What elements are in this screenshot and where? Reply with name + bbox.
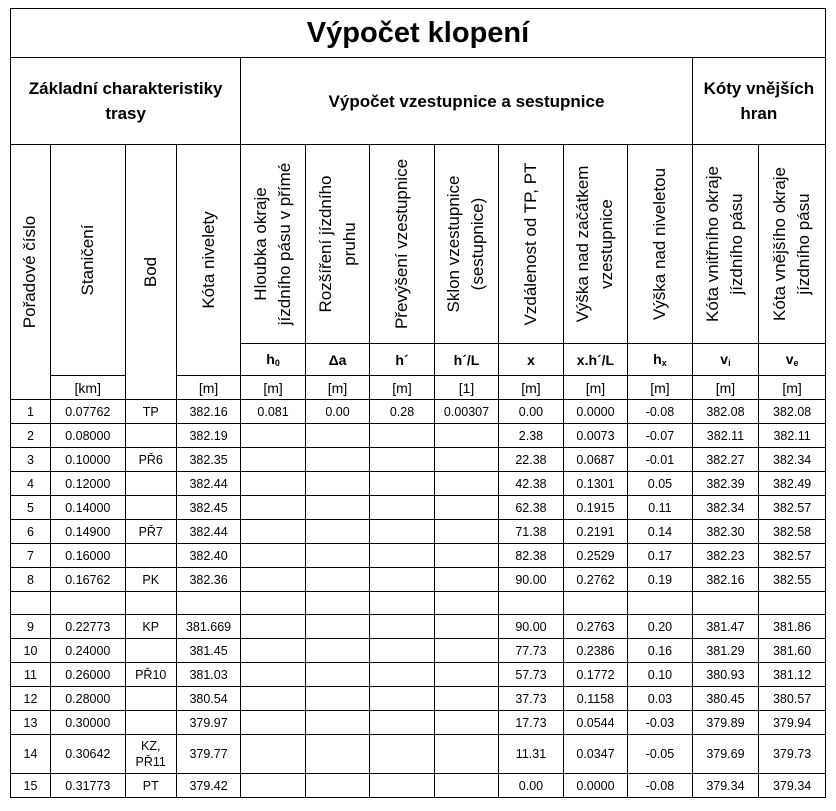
cell-vyska-niveleta: -0.07	[628, 424, 692, 448]
table-row	[11, 735, 826, 774]
column-unit-sklon: [1]	[434, 376, 498, 400]
column-header-staniceni	[50, 145, 125, 376]
table-row	[11, 496, 826, 520]
column-header-bod	[125, 145, 176, 400]
column-label-vyska-niveleta: Výška nad niveletou	[649, 167, 669, 321]
cell-rozsireni	[305, 520, 369, 544]
column-label-prevyseni: Převýšení vzestupnice	[392, 158, 411, 330]
spacer-cell	[125, 592, 176, 615]
cell-sklon	[434, 774, 498, 798]
cell-poradove-cislo: 2	[11, 424, 51, 448]
spacer-cell	[241, 592, 305, 615]
cell-vyska-zacatek: 0.2762	[563, 568, 627, 592]
cell-kota-vnejsi: 382.57	[759, 544, 826, 568]
cell-kota-vnejsi: 379.34	[759, 774, 826, 798]
cell-hloubka	[241, 639, 305, 663]
cell-staniceni: 0.26000	[50, 663, 125, 687]
column-label-sklon: Sklon vzestupnice (sestupnice)	[444, 175, 488, 313]
spacer-cell	[563, 592, 627, 615]
cell-kota-vnejsi: 381.86	[759, 615, 826, 639]
cell-rozsireni	[305, 568, 369, 592]
cell-vyska-zacatek: 0.0000	[563, 400, 627, 424]
cell-vyska-zacatek: 0.1915	[563, 496, 627, 520]
cell-staniceni: 0.31773	[50, 774, 125, 798]
cell-hloubka: 0.081	[241, 400, 305, 424]
cell-kota-nivelety: 382.44	[176, 520, 240, 544]
cell-kota-vnitrni: 382.30	[692, 520, 759, 544]
column-header-vyska-zacatek	[563, 145, 627, 344]
cell-rozsireni	[305, 448, 369, 472]
cell-prevyseni	[370, 663, 434, 687]
cell-vyska-zacatek: 0.0073	[563, 424, 627, 448]
cell-sklon: 0.00307	[434, 400, 498, 424]
cell-bod: PŘ10	[125, 663, 176, 687]
cell-bod	[125, 472, 176, 496]
cell-sklon	[434, 687, 498, 711]
column-label-rozsireni: Rozšíření jízdního pruhu	[315, 175, 359, 313]
cell-staniceni: 0.16762	[50, 568, 125, 592]
column-header-poradove-cislo	[11, 145, 51, 400]
cell-kota-nivelety: 382.45	[176, 496, 240, 520]
cell-staniceni: 0.22773	[50, 615, 125, 639]
cell-sklon	[434, 663, 498, 687]
cell-hloubka	[241, 687, 305, 711]
column-header-vzdalenost	[499, 145, 563, 344]
cell-kota-vnejsi: 382.57	[759, 496, 826, 520]
column-symbol-kota-vnitrni: $v_i$	[692, 344, 759, 376]
cell-prevyseni: 0.28	[370, 400, 434, 424]
column-header-kota-vnitrni	[692, 145, 759, 344]
spacer-cell	[50, 592, 125, 615]
cell-bod: KZ, PŘ11	[125, 735, 176, 774]
cell-vyska-zacatek: 0.0687	[563, 448, 627, 472]
cell-kota-nivelety: 382.40	[176, 544, 240, 568]
cell-poradove-cislo: 11	[11, 663, 51, 687]
cell-vzdalenost: 57.73	[499, 663, 563, 687]
cell-kota-vnejsi: 381.12	[759, 663, 826, 687]
column-symbol-kota-vnejsi: $v_e$	[759, 344, 826, 376]
cell-rozsireni	[305, 735, 369, 774]
page-title: Výpočet klopení	[11, 9, 826, 58]
cell-staniceni: 0.16000	[50, 544, 125, 568]
column-symbol-rozsireni: Δa	[305, 344, 369, 376]
table-row	[11, 711, 826, 735]
table-row	[11, 448, 826, 472]
cell-bod: KP	[125, 615, 176, 639]
cell-bod	[125, 687, 176, 711]
cell-vyska-zacatek: 0.2763	[563, 615, 627, 639]
cell-sklon	[434, 568, 498, 592]
cell-rozsireni	[305, 639, 369, 663]
cell-sklon	[434, 496, 498, 520]
cell-kota-vnejsi: 381.60	[759, 639, 826, 663]
column-header-vyska-niveleta	[628, 145, 692, 344]
spacer-cell	[759, 592, 826, 615]
cell-sklon	[434, 448, 498, 472]
cell-kota-nivelety: 381.669	[176, 615, 240, 639]
cell-kota-vnitrni: 382.16	[692, 568, 759, 592]
column-label-kota-vnejsi: Kóta vnějšího okraje jízdního pásu	[770, 166, 814, 322]
cell-staniceni: 0.30642	[50, 735, 125, 774]
cell-vzdalenost: 22.38	[499, 448, 563, 472]
column-unit-staniceni: [km]	[50, 376, 125, 400]
cell-rozsireni	[305, 615, 369, 639]
title-row	[11, 9, 826, 58]
column-unit-vyska-zacatek: [m]	[563, 376, 627, 400]
cell-vzdalenost: 77.73	[499, 639, 563, 663]
column-unit-vzdalenost: [m]	[499, 376, 563, 400]
cell-prevyseni	[370, 520, 434, 544]
spacer-cell	[11, 592, 51, 615]
cell-poradove-cislo: 6	[11, 520, 51, 544]
cell-vzdalenost: 2.38	[499, 424, 563, 448]
cell-bod	[125, 496, 176, 520]
table-row	[11, 663, 826, 687]
column-symbol-prevyseni: h´	[370, 344, 434, 376]
column-label-poradove-cislo: Pořadové číslo	[20, 215, 40, 329]
cell-poradove-cislo: 10	[11, 639, 51, 663]
cell-hloubka	[241, 735, 305, 774]
table-row	[11, 544, 826, 568]
cell-vyska-niveleta: -0.03	[628, 711, 692, 735]
cell-vyska-niveleta: 0.14	[628, 520, 692, 544]
column-unit-rozsireni: [m]	[305, 376, 369, 400]
cell-kota-vnitrni: 382.23	[692, 544, 759, 568]
cell-kota-vnitrni: 382.34	[692, 496, 759, 520]
group-header-row	[11, 58, 826, 145]
cell-poradove-cislo: 13	[11, 711, 51, 735]
cell-vyska-niveleta: 0.10	[628, 663, 692, 687]
cell-vyska-niveleta: 0.11	[628, 496, 692, 520]
cell-kota-nivelety: 379.97	[176, 711, 240, 735]
spacer-cell	[434, 592, 498, 615]
cell-rozsireni	[305, 496, 369, 520]
table-row	[11, 687, 826, 711]
cell-hloubka	[241, 424, 305, 448]
cell-sklon	[434, 735, 498, 774]
cell-sklon	[434, 615, 498, 639]
cell-kota-vnejsi: 379.73	[759, 735, 826, 774]
cell-vzdalenost: 17.73	[499, 711, 563, 735]
cell-vzdalenost: 90.00	[499, 568, 563, 592]
column-label-kota-nivelety: Kóta nivelety	[198, 211, 218, 309]
cell-kota-vnejsi: 382.08	[759, 400, 826, 424]
cell-vzdalenost: 82.38	[499, 544, 563, 568]
cell-kota-vnejsi: 382.49	[759, 472, 826, 496]
spacer-cell	[499, 592, 563, 615]
cell-poradove-cislo: 1	[11, 400, 51, 424]
cell-vzdalenost: 0.00	[499, 400, 563, 424]
cell-vyska-zacatek: 0.2191	[563, 520, 627, 544]
cell-poradove-cislo: 14	[11, 735, 51, 774]
group-basic-characteristics: Základní charakteristiky trasy	[11, 58, 241, 145]
column-header-sklon	[434, 145, 498, 344]
cell-poradove-cislo: 9	[11, 615, 51, 639]
cell-poradove-cislo: 3	[11, 448, 51, 472]
cell-prevyseni	[370, 711, 434, 735]
cell-poradove-cislo: 5	[11, 496, 51, 520]
cell-kota-vnitrni: 382.11	[692, 424, 759, 448]
cell-vyska-zacatek: 0.1772	[563, 663, 627, 687]
cell-rozsireni	[305, 663, 369, 687]
column-label-hloubka: Hloubka okraje jízdního pásu v přímé	[251, 162, 295, 326]
cell-kota-nivelety: 379.42	[176, 774, 240, 798]
group-calculation: Výpočet vzestupnice a sestupnice	[241, 58, 692, 145]
column-label-vzdalenost: Vzdálenost od TP, PT	[520, 162, 540, 326]
cell-staniceni: 0.10000	[50, 448, 125, 472]
cell-vyska-zacatek: 0.0347	[563, 735, 627, 774]
column-header-kota-vnejsi	[759, 145, 826, 344]
cell-hloubka	[241, 663, 305, 687]
column-unit-kota-vnejsi: [m]	[759, 376, 826, 400]
spacer-cell	[628, 592, 692, 615]
cell-rozsireni	[305, 711, 369, 735]
cell-staniceni: 0.28000	[50, 687, 125, 711]
table-row	[11, 568, 826, 592]
cell-bod: PŘ6	[125, 448, 176, 472]
group-outer-edges: Kóty vnějších hran	[692, 58, 825, 145]
cell-bod	[125, 544, 176, 568]
cell-vyska-zacatek: 0.1158	[563, 687, 627, 711]
column-unit-hloubka: [m]	[241, 376, 305, 400]
column-header-row	[11, 145, 826, 344]
cell-vyska-niveleta: 0.19	[628, 568, 692, 592]
cell-hloubka	[241, 496, 305, 520]
table-row	[11, 615, 826, 639]
cell-staniceni: 0.08000	[50, 424, 125, 448]
cell-rozsireni	[305, 687, 369, 711]
cell-hloubka	[241, 568, 305, 592]
cell-kota-vnitrni: 381.47	[692, 615, 759, 639]
table-row	[11, 774, 826, 798]
column-label-vyska-zacatek: Výška nad začátkem vzestupnice	[573, 165, 617, 323]
cell-prevyseni	[370, 496, 434, 520]
cell-prevyseni	[370, 544, 434, 568]
cell-kota-nivelety: 380.54	[176, 687, 240, 711]
cell-bod: TP	[125, 400, 176, 424]
column-unit-kota-vnitrni: [m]	[692, 376, 759, 400]
column-symbol-vyska-niveleta: $h_x$	[628, 344, 692, 376]
cell-kota-nivelety: 382.35	[176, 448, 240, 472]
cell-kota-vnejsi: 382.55	[759, 568, 826, 592]
cell-sklon	[434, 544, 498, 568]
cell-vzdalenost: 71.38	[499, 520, 563, 544]
cell-hloubka	[241, 448, 305, 472]
cell-kota-vnitrni: 379.89	[692, 711, 759, 735]
cell-vyska-niveleta: -0.01	[628, 448, 692, 472]
column-label-staniceni: Staničení	[77, 224, 97, 296]
table-row	[11, 472, 826, 496]
cell-staniceni: 0.14000	[50, 496, 125, 520]
cell-bod: PT	[125, 774, 176, 798]
cell-rozsireni	[305, 472, 369, 496]
cell-prevyseni	[370, 639, 434, 663]
cell-bod: PK	[125, 568, 176, 592]
cell-sklon	[434, 639, 498, 663]
column-symbol-vyska-zacatek: x.h´/L	[563, 344, 627, 376]
cell-prevyseni	[370, 687, 434, 711]
column-header-rozsireni	[305, 145, 369, 344]
column-symbol-vzdalenost: x	[499, 344, 563, 376]
column-symbol-sklon: h´/L	[434, 344, 498, 376]
cell-vyska-niveleta: 0.16	[628, 639, 692, 663]
cell-hloubka	[241, 544, 305, 568]
column-unit-kota-nivelety: [m]	[176, 376, 240, 400]
cell-kota-vnejsi: 379.94	[759, 711, 826, 735]
cell-poradove-cislo: 4	[11, 472, 51, 496]
cell-kota-vnitrni: 379.34	[692, 774, 759, 798]
cell-bod	[125, 711, 176, 735]
klopeni-table	[10, 8, 826, 798]
cell-kota-vnitrni: 382.08	[692, 400, 759, 424]
cell-vyska-zacatek: 0.2386	[563, 639, 627, 663]
cell-vyska-zacatek: 0.1301	[563, 472, 627, 496]
cell-kota-vnejsi: 382.11	[759, 424, 826, 448]
cell-kota-vnejsi: 380.57	[759, 687, 826, 711]
cell-vzdalenost: 0.00	[499, 774, 563, 798]
cell-kota-nivelety: 382.19	[176, 424, 240, 448]
cell-vyska-zacatek: 0.0544	[563, 711, 627, 735]
cell-vzdalenost: 11.31	[499, 735, 563, 774]
cell-kota-vnitrni: 379.69	[692, 735, 759, 774]
calculation-sheet	[10, 8, 826, 803]
cell-bod	[125, 424, 176, 448]
column-label-bod: Bod	[140, 256, 160, 288]
cell-vzdalenost: 42.38	[499, 472, 563, 496]
cell-kota-nivelety: 381.03	[176, 663, 240, 687]
cell-kota-vnejsi: 382.58	[759, 520, 826, 544]
cell-sklon	[434, 711, 498, 735]
table-row	[11, 424, 826, 448]
cell-rozsireni	[305, 544, 369, 568]
cell-poradove-cislo: 12	[11, 687, 51, 711]
spacer-cell	[692, 592, 759, 615]
cell-vyska-niveleta: 0.17	[628, 544, 692, 568]
cell-vyska-niveleta: 0.03	[628, 687, 692, 711]
cell-vyska-zacatek: 0.2529	[563, 544, 627, 568]
cell-vzdalenost: 90.00	[499, 615, 563, 639]
cell-vyska-niveleta: 0.05	[628, 472, 692, 496]
spacer-cell	[305, 592, 369, 615]
cell-sklon	[434, 424, 498, 448]
cell-poradove-cislo: 15	[11, 774, 51, 798]
cell-kota-vnitrni: 381.29	[692, 639, 759, 663]
column-label-kota-vnitrni: Kóta vnitřního okraje jízdního pásu	[703, 166, 747, 322]
cell-staniceni: 0.07762	[50, 400, 125, 424]
cell-bod: PŘ7	[125, 520, 176, 544]
cell-rozsireni	[305, 424, 369, 448]
cell-vyska-niveleta: 0.20	[628, 615, 692, 639]
cell-vzdalenost: 62.38	[499, 496, 563, 520]
cell-prevyseni	[370, 424, 434, 448]
column-header-kota-nivelety	[176, 145, 240, 376]
cell-hloubka	[241, 520, 305, 544]
spacer-row	[11, 592, 826, 615]
cell-staniceni: 0.12000	[50, 472, 125, 496]
cell-poradove-cislo: 7	[11, 544, 51, 568]
table-row	[11, 639, 826, 663]
cell-prevyseni	[370, 472, 434, 496]
table-row	[11, 520, 826, 544]
cell-kota-vnitrni: 382.27	[692, 448, 759, 472]
column-unit-vyska-niveleta: [m]	[628, 376, 692, 400]
cell-poradove-cislo: 8	[11, 568, 51, 592]
table-row	[11, 400, 826, 424]
column-header-hloubka	[241, 145, 305, 344]
cell-hloubka	[241, 711, 305, 735]
cell-rozsireni: 0.00	[305, 400, 369, 424]
cell-staniceni: 0.14900	[50, 520, 125, 544]
cell-prevyseni	[370, 615, 434, 639]
cell-kota-vnitrni: 382.39	[692, 472, 759, 496]
cell-kota-nivelety: 382.16	[176, 400, 240, 424]
cell-vyska-niveleta: -0.08	[628, 774, 692, 798]
cell-prevyseni	[370, 735, 434, 774]
cell-vzdalenost: 37.73	[499, 687, 563, 711]
cell-kota-vnejsi: 382.34	[759, 448, 826, 472]
cell-vyska-zacatek: 0.0000	[563, 774, 627, 798]
cell-prevyseni	[370, 774, 434, 798]
cell-kota-nivelety: 382.44	[176, 472, 240, 496]
cell-kota-vnitrni: 380.45	[692, 687, 759, 711]
cell-sklon	[434, 472, 498, 496]
cell-prevyseni	[370, 448, 434, 472]
cell-kota-nivelety: 379.77	[176, 735, 240, 774]
cell-kota-nivelety: 382.36	[176, 568, 240, 592]
cell-sklon	[434, 520, 498, 544]
cell-staniceni: 0.30000	[50, 711, 125, 735]
column-symbol-hloubka: $h_0$	[241, 344, 305, 376]
cell-hloubka	[241, 615, 305, 639]
cell-vyska-niveleta: -0.05	[628, 735, 692, 774]
cell-vyska-niveleta: -0.08	[628, 400, 692, 424]
cell-hloubka	[241, 472, 305, 496]
spacer-cell	[370, 592, 434, 615]
spacer-cell	[176, 592, 240, 615]
cell-rozsireni	[305, 774, 369, 798]
cell-bod	[125, 639, 176, 663]
cell-kota-nivelety: 381.45	[176, 639, 240, 663]
cell-hloubka	[241, 774, 305, 798]
column-header-prevyseni	[370, 145, 434, 344]
cell-kota-vnitrni: 380.93	[692, 663, 759, 687]
column-unit-prevyseni: [m]	[370, 376, 434, 400]
cell-prevyseni	[370, 568, 434, 592]
cell-staniceni: 0.24000	[50, 639, 125, 663]
